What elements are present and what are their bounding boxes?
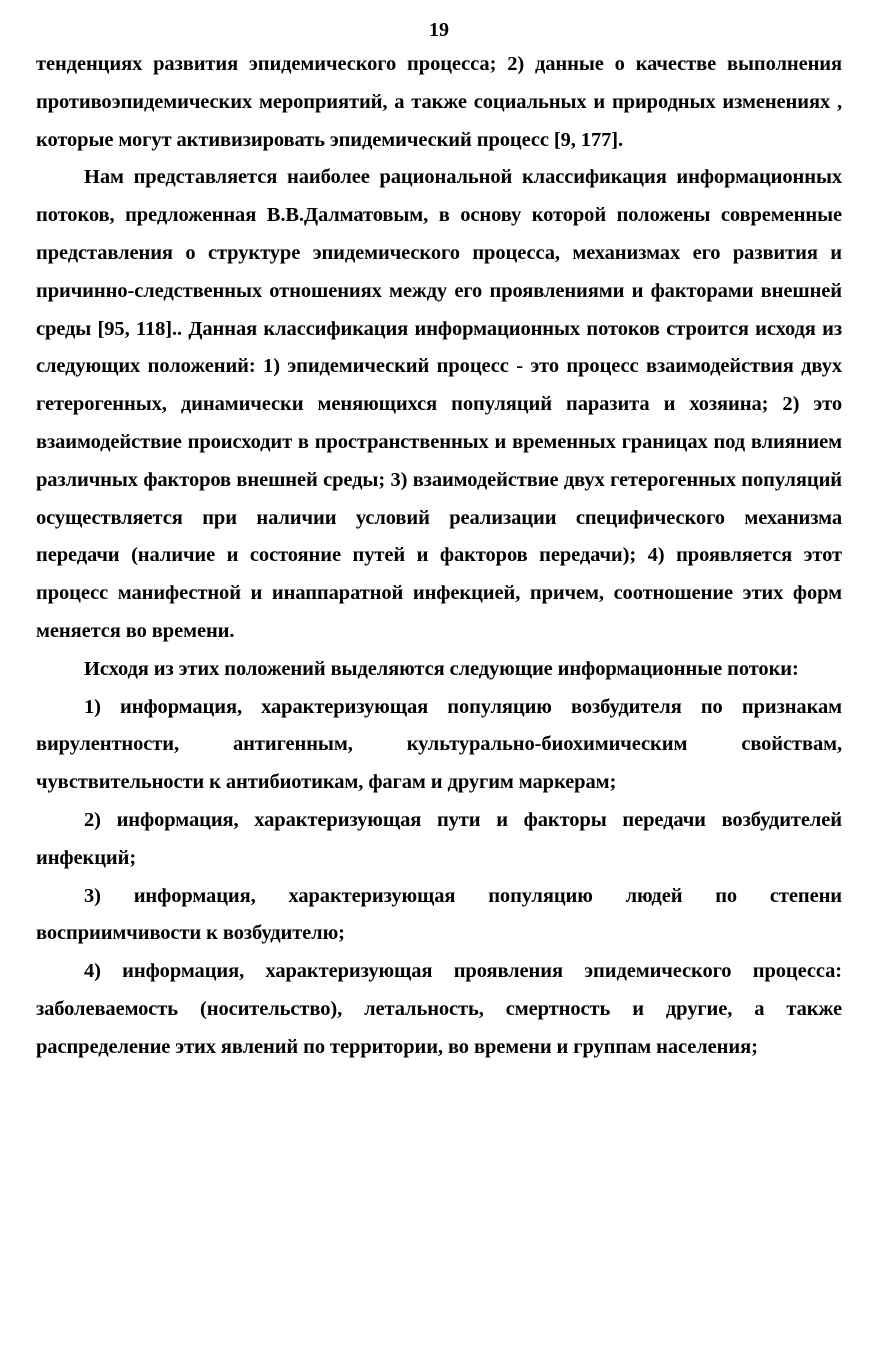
list-item-4-manifestations: 4) информация, характеризующая проявления эпидемического процесса: заболеваемость (носительство), летальность, смертность и другие, а также распределение этих явлений по территории, во времени и группам населения; [36,960,842,1058]
paragraph-classification: Нам представляется наиболее рациональной классификация информационных потоков, предложенная В.В.Далматовым, в основу которой положены современные представления о структуре эпидемического процесса, механизмах его развития и причинно-следственных отношениях между его проявлениями и факторами внешней среды [95, 118].. Данная классификация информационных потоков строится исходя из следующих положений: 1) эпидемический процесс - это процесс взаимодействия двух гетерогенных, динамически меняющихся популяций паразита и хозяина; 2) это взаимодействие происходит в пространственных и временных границах под влиянием различных факторов внешней среды; 3) взаимодействие двух гетерогенных популяций осуществляется при наличии условий реализации специфического механизма передачи (наличие и состояние путей и факторов передачи); 4) проявляется этот процесс манифестной и инаппаратной инфекцией, причем, соотношение этих форм меняется во времени. [36,166,842,642]
paragraph-continuation: тенденциях развития эпидемического процесса; 2) данные о качестве выполнения противоэпидемических мероприятий, а также социальных и природных изменениях , которые могут активизировать эпидемический процесс [9, 177]. [36,53,842,151]
page-number: 19 [429,19,449,41]
list-item-3-susceptibility: 3) информация, характеризующая популяцию людей по степени восприимчивости к возбудителю; [36,884,842,945]
body-text [36,46,842,1067]
paragraph-information-flows-intro: Исходя из этих положений выделяются следующие информационные потоки: [84,657,799,680]
list-item-2-transmission: 2) информация, характеризующая пути и факторы передачи возбудителей инфекций; [36,808,842,869]
list-item-1-pathogen: 1) информация, характеризующая популяцию возбудителя по признакам вирулентности, антигенным, культурально-биохимическим свойствам, чувствительности к антибиотикам, фагам и другим маркерам; [36,695,842,794]
